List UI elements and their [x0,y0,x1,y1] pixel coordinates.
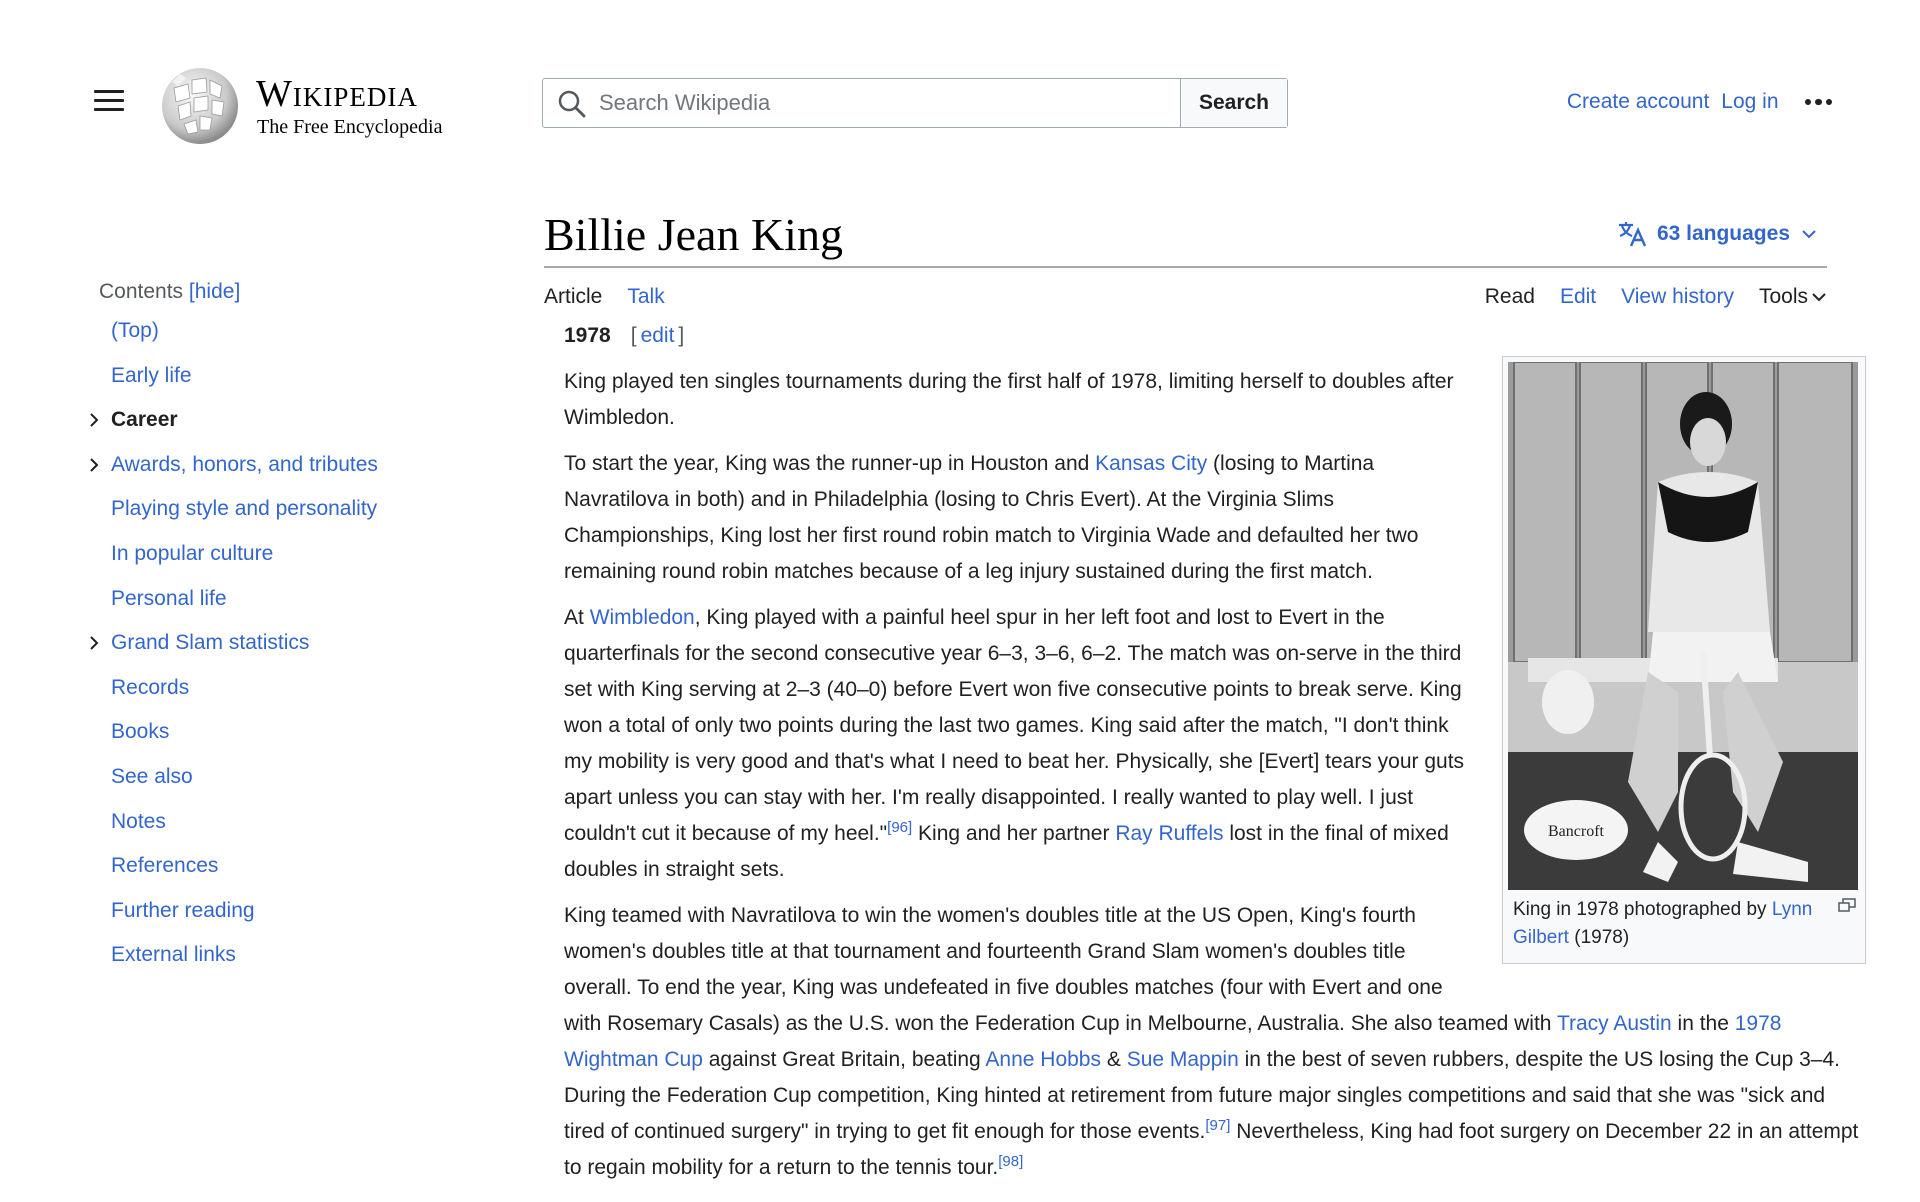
search-input[interactable] [543,79,1180,127]
chevron-down-icon [1812,292,1826,302]
link-1978-wightman-cup[interactable]: 1978 Wightman Cup [564,1012,1782,1071]
chevron-right-icon[interactable] [87,413,101,427]
toc-title-label: Contents [99,280,184,303]
caption-link-lynn-gilbert[interactable]: Lynn Gilbert [1513,899,1813,948]
wikipedia-logo[interactable] [160,66,460,146]
tab-read[interactable]: Read [1484,285,1535,308]
edit-section-link[interactable]: edit [640,324,675,347]
search-icon [557,89,587,119]
wikipedia-globe-icon [160,66,240,146]
log-in-link[interactable]: Log in [1721,90,1779,113]
more-options-icon[interactable] [1805,99,1833,106]
tab-talk[interactable]: Talk [627,285,665,308]
toc-item-see-also[interactable]: See also [111,764,193,788]
p4-text-c: against Great Britain, beating [702,1048,986,1071]
create-account-link[interactable]: Create account [1566,90,1710,113]
toc-item-label: Grand Slam statistics [111,631,310,655]
toc-item-career[interactable] [99,405,459,450]
link-tracy-austin[interactable]: Tracy Austin [1556,1012,1672,1035]
search-button[interactable]: Search [1180,79,1287,127]
search-box [542,78,1288,128]
toc-item-playing-style[interactable]: Playing style and personality [111,497,378,521]
chevron-right-icon[interactable] [87,636,101,650]
edit-bracket-open: [ [630,324,637,347]
section-heading [564,318,1860,354]
toc-item-popular-culture[interactable]: In popular culture [111,541,274,565]
page-title: Billie Jean King [544,209,843,260]
reference-97[interactable]: [97] [1205,1117,1231,1134]
enlarge-icon[interactable] [1838,898,1856,912]
p4-text-f: Nevertheless, King had foot surgery on December 22 in an attempt to regain mobility for a return to the tennis tour. [564,1120,1859,1179]
toc-item-further-reading[interactable]: Further reading [111,898,255,922]
toc-item-top[interactable]: (Top) [111,319,159,342]
section-title: 1978 [564,324,611,347]
toc-item-references[interactable]: References [111,854,219,878]
title-divider [544,266,1827,268]
caption-text-year: (1978) [1568,927,1630,948]
table-of-contents [99,280,459,985]
main-menu-button[interactable] [94,84,138,124]
translate-icon [1617,221,1647,247]
link-anne-hobbs[interactable]: Anne Hobbs [985,1048,1101,1071]
view-tabs [1485,285,1826,309]
toc-item-grand-slam-statistics[interactable] [99,628,459,673]
chevron-down-icon [1802,229,1816,239]
language-count: 63 languages [1656,222,1790,245]
tools-dropdown[interactable] [1759,285,1826,309]
toc-item-books[interactable]: Books [111,720,170,744]
link-wimbledon[interactable]: Wimbledon [589,606,695,629]
link-ray-ruffels[interactable]: Ray Ruffels [1115,822,1224,845]
article-content [564,318,1860,1196]
namespace-tabs [544,285,665,309]
wordmark: Wikipedia [256,73,418,115]
p2-text-a: To start the year, King was the runner-up in Houston and [564,452,1096,475]
p3-text-d: lost in the final of mixed doubles in straight sets. [564,822,1449,881]
tab-article[interactable]: Article [544,285,603,308]
reference-98[interactable]: [98] [998,1153,1024,1170]
figure-thumbnail [1502,356,1866,964]
toc-item-external-links[interactable]: External links [111,943,236,967]
chevron-right-icon[interactable] [87,458,101,472]
reference-96[interactable]: [96] [887,819,913,836]
p4-text-a: King teamed with Navratilova to win the women's doubles title at the US Open, King's fourth women's doubles title at that tournament and fourteenth Grand Slam women's doubles title overall. To end the year, King was undefeated in five doubles matches (four with Evert and one with Rosemary Casals) as the U.S. won the Federation Cup in Melbourne, Australia. She also teamed with [564,904,1557,1035]
language-selector[interactable] [1617,221,1826,247]
toc-title [99,280,459,304]
caption-text: King in 1978 photographed by [1513,899,1772,920]
racket-cover-text: Bancroft [1548,823,1604,840]
p4-text-d: & [1101,1048,1127,1071]
toc-item-records[interactable]: Records [111,675,190,699]
edit-bracket-close: ] [678,324,685,347]
toc-item-label: Career [111,408,178,432]
p3-text-c: King and her partner [912,822,1116,845]
p3-text-b: , King played with a painful heel spur in her left foot and lost to Evert in the quarterfinals for the second consecutive year 6–3, 3–6, 6–2. The match was on-serve in the third set with King serving at 2–3 (40–0) before Evert won five consecutive points to break serve. King won a total of only two points during the last two games. King said after the match, "I don't think my mobility is very good and that's what I need to beat her. Physically, she [Evert] tears your guts apart unless you can stay with her. I'm really disappointed. I really wanted to play well. I just couldn't cut it because of my heel." [564,606,1465,845]
tools-label: Tools [1758,285,1808,308]
toc-item-label: Awards, honors, and tributes [111,452,378,476]
tagline: The Free Encyclopedia [257,116,443,138]
figure-caption [1508,890,1860,958]
toc-hide-link[interactable]: [hide] [188,280,241,303]
p4-text-b: in the [1671,1012,1735,1035]
link-sue-mappin[interactable]: Sue Mappin [1126,1048,1239,1071]
toc-item-awards[interactable] [99,450,459,495]
user-links [1555,90,1832,114]
p2-text-b: (losing to Martina Navratilova in both) and in Philadelphia (losing to Chris Evert). At the Virginia Slims Championships, King lost her first round robin match to Virginia Wade and defaulted her two remaining round robin matches because of a leg injury sustained during the first match. [564,452,1419,583]
photo-billie-jean-king[interactable] [1508,362,1858,890]
link-kansas-city[interactable]: Kansas City [1095,452,1208,475]
toc-item-notes[interactable]: Notes [111,809,166,833]
p3-text-a: At [564,606,590,629]
tab-edit[interactable]: Edit [1559,285,1597,308]
toc-item-early-life[interactable]: Early life [111,363,192,387]
paragraph-1: King played ten singles tournaments during the first half of 1978, limiting herself to doubles after Wimbledon. [564,370,1454,429]
toc-item-personal-life[interactable]: Personal life [111,586,227,610]
tab-view-history[interactable]: View history [1621,285,1734,308]
p4-text-e: in the best of seven rubbers, despite the US losing the Cup 3–4. During the Federation Cup competition, King hinted at retirement from future major singles competitions and said that she was "sick and tired of continued surgery" in trying to get fit enough for those events. [564,1048,1840,1143]
edit-section [631,318,685,354]
